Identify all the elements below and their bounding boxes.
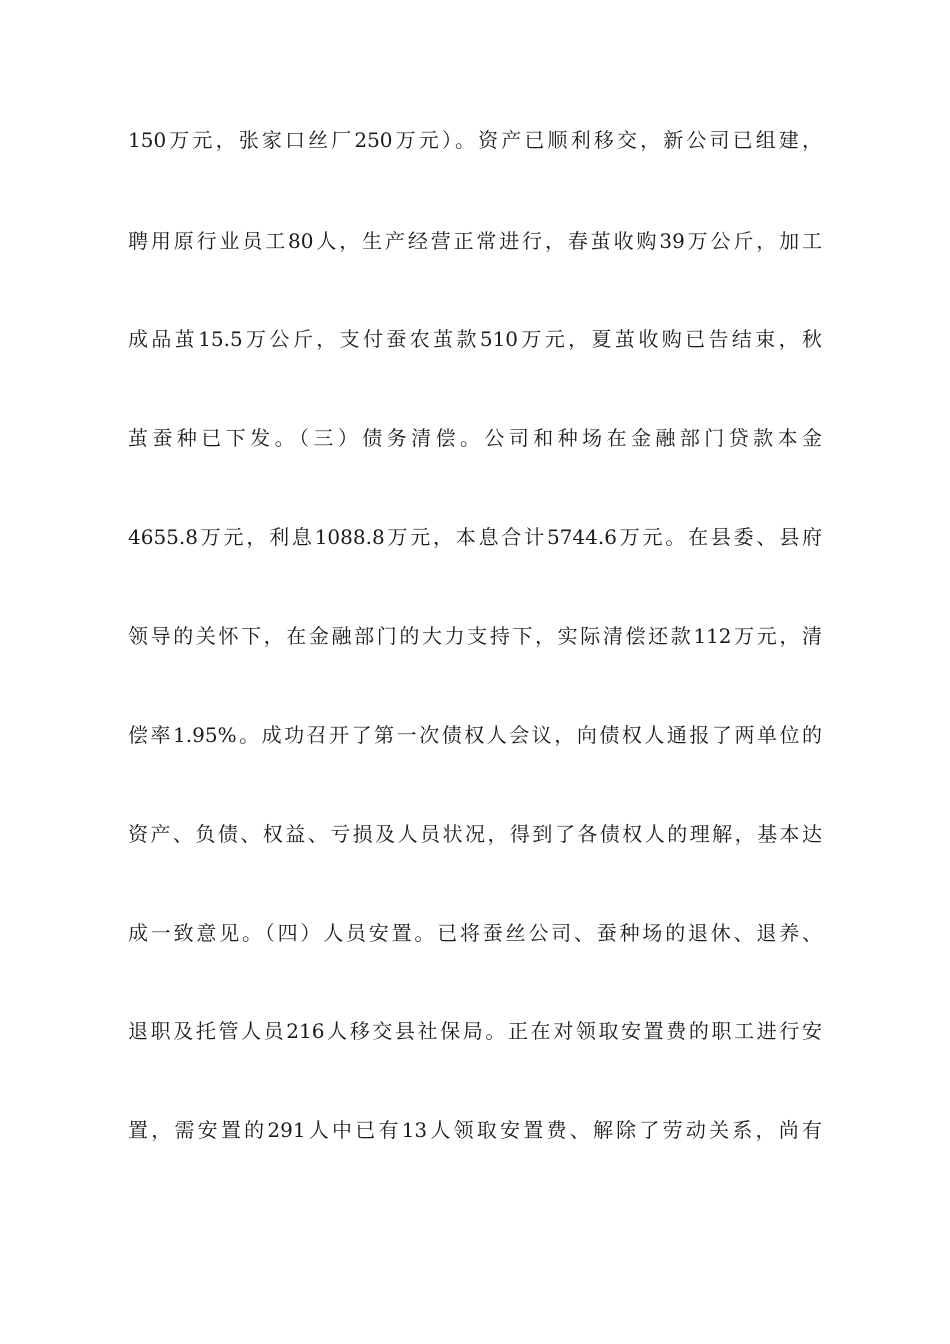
paragraph-line: 退职及托管人员216人移交县社保局。正在对领取安置费的职工进行安 [128, 1019, 822, 1043]
paragraph-line: 150万元，张家口丝厂250万元）。资产已顺利移交，新公司已组建， [128, 128, 822, 152]
paragraph-line: 置，需安置的291人中已有13人领取安置费、解除了劳动关系，尚有 [128, 1118, 822, 1142]
paragraph-line: 偿率1.95%。成功召开了第一次债权人会议，向债权人通报了两单位的 [128, 723, 822, 747]
paragraph-line: 茧蚕种已下发。（三）债务清偿。公司和种场在金融部门贷款本金 [128, 426, 822, 450]
paragraph-line: 成一致意见。（四）人员安置。已将蚕丝公司、蚕种场的退休、退养、 [128, 921, 822, 945]
paragraph-line: 领导的关怀下，在金融部门的大力支持下，实际清偿还款112万元，清 [128, 624, 822, 648]
paragraph-line: 4655.8万元，利息1088.8万元，本息合计5744.6万元。在县委、县府 [128, 525, 822, 549]
paragraph-line: 资产、负债、权益、亏损及人员状况，得到了各债权人的理解，基本达 [128, 822, 822, 846]
paragraph-line: 聘用原行业员工80人，生产经营正常进行，春茧收购39万公斤，加工 [128, 229, 822, 253]
paragraph-line: 成品茧15.5万公斤，支付蚕农茧款510万元，夏茧收购已告结束，秋 [128, 327, 822, 351]
